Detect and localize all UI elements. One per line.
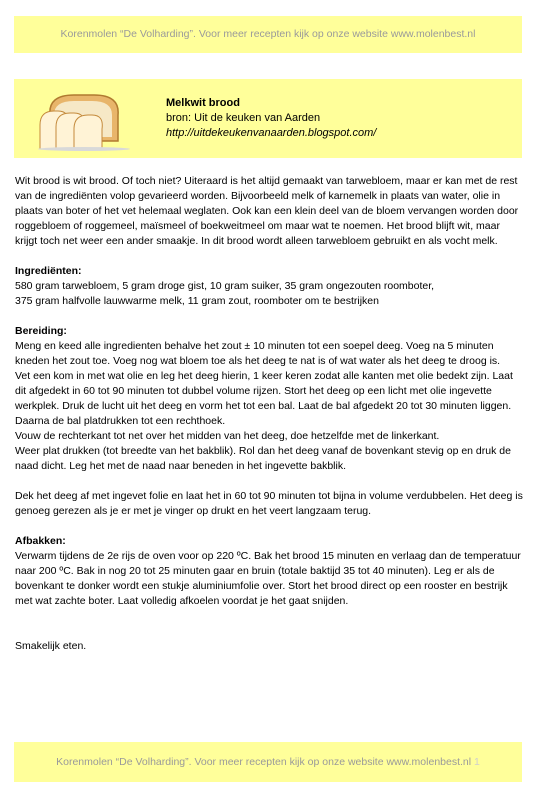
ingredients-heading: Ingrediënten: bbox=[15, 265, 82, 277]
page-number: 1 bbox=[474, 756, 480, 768]
bread-loaf-icon bbox=[36, 85, 132, 151]
recipe-body bbox=[15, 174, 525, 654]
preparation-paragraph: Vouw de rechterkant tot net over het midden van het deeg, doe hetzelfde met de linkerkant. bbox=[15, 430, 440, 442]
preparation-heading: Bereiding: bbox=[15, 325, 67, 337]
recipe-header-text bbox=[166, 96, 376, 141]
preparation-paragraph: Weer plat drukken (tot breedte van het bakblik). Rol dan het deeg vanaf de bovenkant stevig op en druk de naad dicht. Leg het met de naad naar beneden in het ingevette bakblik. bbox=[15, 445, 511, 472]
ingredients-line: 375 gram halfvolle lauwwarme melk, 11 gram zout, roomboter om te bestrijken bbox=[15, 295, 379, 307]
bottom-banner bbox=[14, 742, 522, 782]
recipe-title: Melkwit brood bbox=[166, 97, 240, 109]
baking-paragraph: Verwarm tijdens de 2e rijs de oven voor op 220 ºC. Bak het brood 15 minuten en verlaag dan de temperatuur naar 200 ºC. Bak in nog 20 tot 25 minuten gaar en bruin (totale baktijd 35 tot 40 minuten). Leg er als de bovenkant te donker wordt een stukje aluminiumfolie over. Stort het brood direct op een rooster en bestrijk met wat zachte boter. Laat volledig afkoelen voordat je het gaat snijden. bbox=[15, 550, 521, 607]
ingredients-line: 580 gram tarwebloem, 5 gram droge gist, 10 gram suiker, 35 gram ongezouten roomboter, bbox=[15, 280, 435, 292]
preparation-paragraph: Vet een kom in met wat olie en leg het deeg hierin, 1 keer keren zodat alle kanten met olie bedekt zijn. Laat dit afgedekt in 60 tot 90 minuten tot dubbel volume rijzen. Stort het deeg op een licht met olie ingevette werkplek. Druk de lucht uit het deeg en vorm het tot een bal. Laat de bal afgedekt 20 tot 30 minuten liggen. Daarna de bal platdrukken tot een rechthoek. bbox=[15, 370, 513, 427]
recipe-source-url: http://uitdekeukenvanaarden.blogspot.com/ bbox=[166, 127, 377, 139]
closing-text: Smakelijk eten. bbox=[15, 640, 87, 652]
bottom-banner-text: Korenmolen “De Volharding”. Voor meer recepten kijk op onze website www.molenbest.nl bbox=[56, 756, 472, 768]
preparation-paragraph: Meng en keed alle ingredienten behalve het zout ± 10 minuten tot een soepel deeg. Voeg na 5 minuten kneden het zout toe. Voeg nog wat bloem toe als het deeg te nat is of wat water als het deeg te droog is. bbox=[15, 340, 501, 367]
recipe-source: bron: Uit de keuken van Aarden bbox=[166, 112, 321, 124]
intro-paragraph: Wit brood is wit brood. Of toch niet? Uiteraard is het altijd gemaakt van tarwebloem, maar er kan met de rest van de ingrediënten volop gevarieerd worden. Bijvoorbeeld melk of karnemelk in plaats van water, olie in plaats van boter of het vet helemaal weglaten. Ook kan een klein deel van de bloem vervangen worden door roggebloem of roggemeel, maïsmeel of boekweitmeel om maar wat te noemen. Het brood blijft wit, maar krijgt toch net weer een ander smaakje. In dit brood wordt alleen tarwebloem gebruikt en als vocht melk. bbox=[15, 175, 519, 247]
top-banner bbox=[14, 16, 522, 53]
baking-heading: Afbakken: bbox=[15, 535, 66, 547]
top-banner-text: Korenmolen “De Volharding”. Voor meer recepten kijk op onze website www.molenbest.nl bbox=[60, 28, 476, 40]
preparation-paragraph: Dek het deeg af met ingevet folie en laat het in 60 tot 90 minuten tot bijna in volume verdubbelen. Het deeg is genoeg gerezen als je er met je vinger op drukt en het veert langzaam terug. bbox=[15, 490, 523, 517]
recipe-header bbox=[14, 79, 522, 158]
